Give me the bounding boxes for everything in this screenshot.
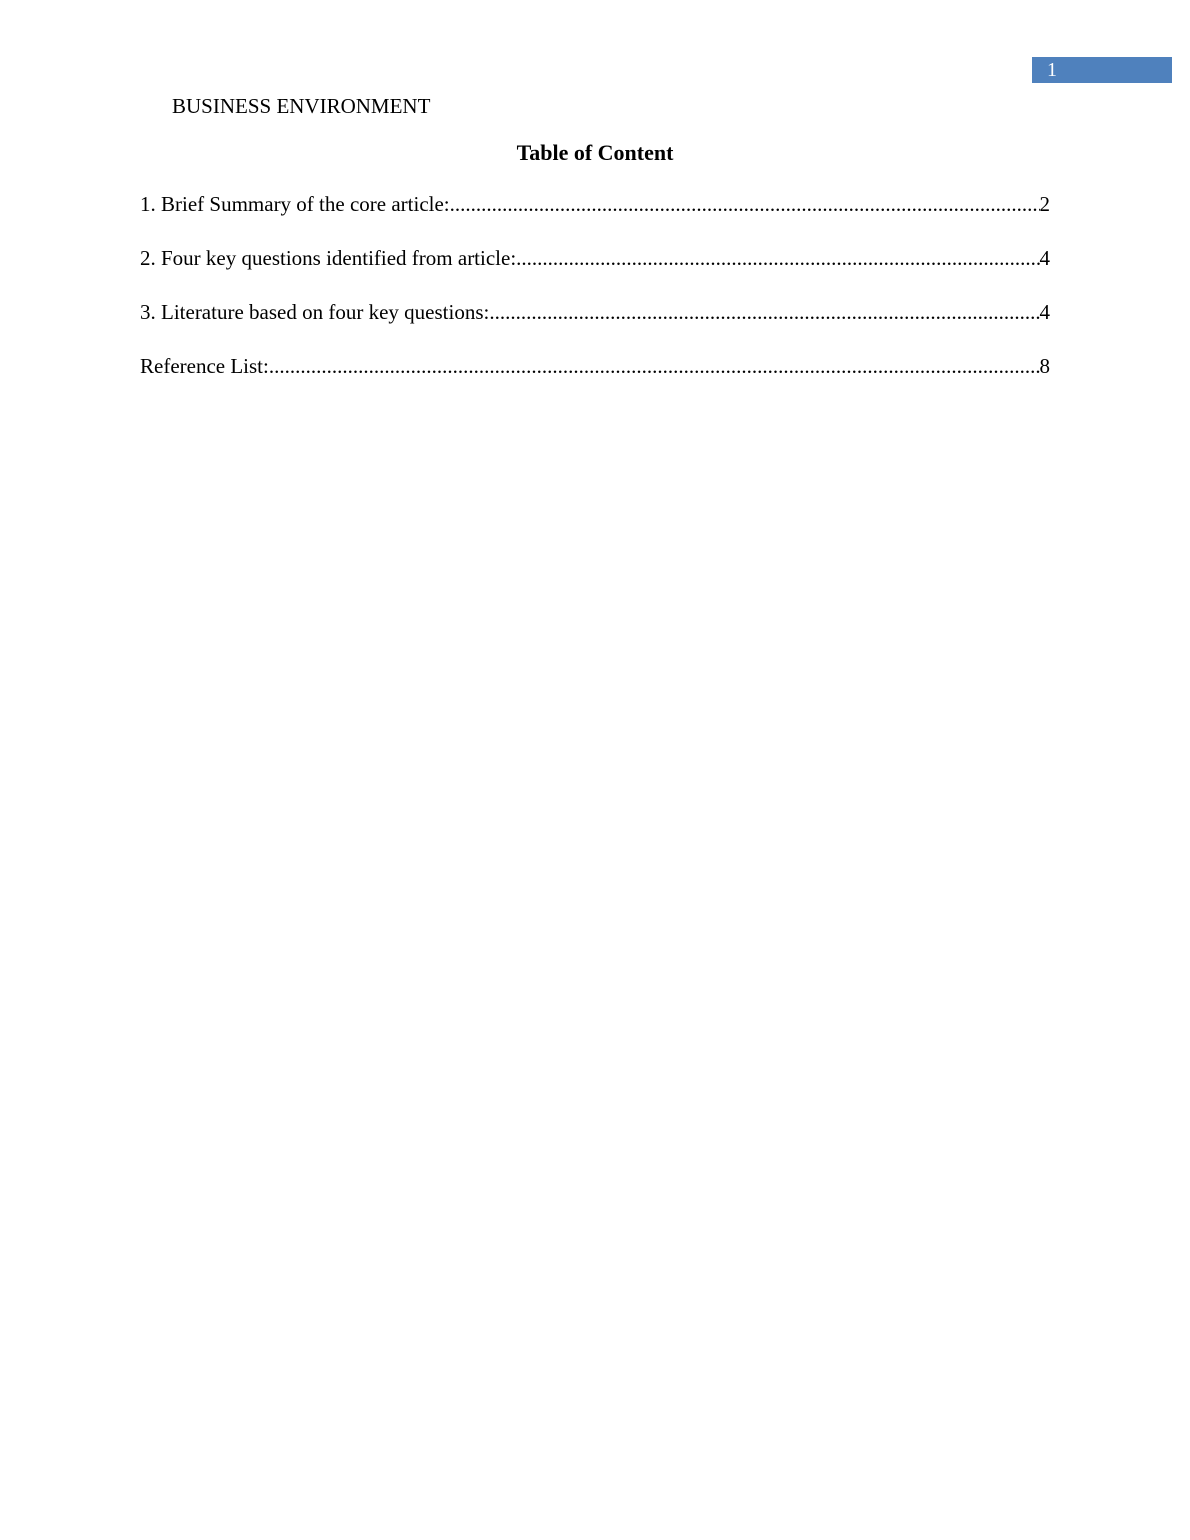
toc-entry-text[interactable]: 1. Brief Summary of the core article: — [140, 192, 450, 216]
toc-entry-text[interactable]: Reference List: — [140, 354, 269, 378]
toc-entry-reference-list[interactable] — [140, 350, 1050, 404]
toc-dot-leader — [450, 188, 1040, 220]
running-header: BUSINESS ENVIRONMENT — [172, 94, 431, 118]
toc-entry-key-questions[interactable] — [140, 242, 1050, 296]
toc-entry-page[interactable]: 4 — [1039, 300, 1050, 324]
toc-entry-page[interactable]: 4 — [1039, 246, 1050, 270]
page-number: 1 — [1047, 59, 1057, 81]
toc-entry-page[interactable]: 8 — [1039, 354, 1050, 378]
toc-entry-page[interactable]: 2 — [1039, 192, 1050, 216]
page-number-badge — [1032, 57, 1172, 83]
toc-entry-literature[interactable] — [140, 296, 1050, 350]
table-of-contents — [140, 188, 1050, 404]
toc-entry-summary[interactable] — [140, 188, 1050, 242]
toc-entry-text[interactable]: 2. Four key questions identified from article: — [140, 246, 517, 270]
toc-title: Table of Content — [516, 140, 674, 165]
toc-dot-leader — [269, 350, 1040, 382]
toc-dot-leader — [489, 296, 1039, 328]
toc-dot-leader — [516, 242, 1039, 274]
toc-entry-text[interactable]: 3. Literature based on four key questions: — [140, 300, 490, 324]
